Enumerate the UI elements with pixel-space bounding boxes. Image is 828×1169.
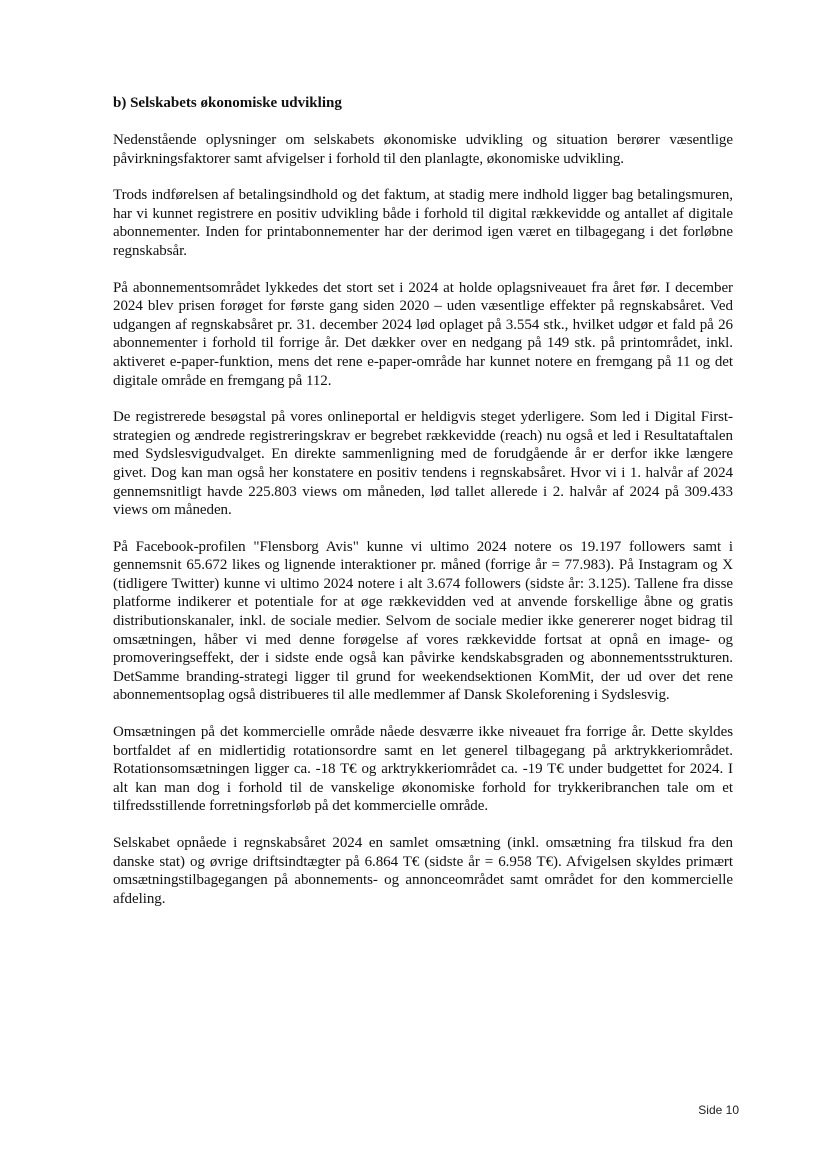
paragraph-online-portal: De registrerede besøgstal på vores onlineportal er heldigvis steget yderligere. Som led i Digital First-strategien og ændrede registreringskrav er begrebet rækkevidde (reach) nu også et led i Resultataftalen med Sydslesvigudvalget. En direkte sammenligning med de forudgående år er derfor ikke længere givet. Dog kan man også her konstatere en positiv tendens i regnskabsåret. Hvor vi i 1. halvår af 2024 gennemsnitligt havde 225.803 views om måneden, lød tallet allerede i 2. halvår af 2024 på 309.433 views om måneden. <box>113 409 733 519</box>
paragraph-intro: Nedenstående oplysninger om selskabets økonomiske udvikling og situation berører væsentlige påvirkningsfaktorer samt afvigelser i forhold til den planlagte, økonomiske udvikling. <box>113 132 733 167</box>
section-heading: b) Selskabets økonomiske udvikling <box>113 95 342 111</box>
paragraph-total-revenue: Selskabet opnåede i regnskabsåret 2024 en samlet omsætning (inkl. omsætning fra tilskud fra den danske stat) og øvrige driftsindtægter på 6.864 T€ (sidste år = 6.958 T€). Afvigelsen skyldes primært omsætningstilbagegangen på abonnements- og annonceområdet samt området for den kommercielle afdeling. <box>113 835 733 907</box>
page-number: Side 10 <box>698 1103 739 1117</box>
paragraph-social-media: På Facebook-profilen "Flensborg Avis" kunne vi ultimo 2024 notere os 19.197 followers samt i gennemsnit 65.672 likes og lignende interaktioner pr. måned (forrige år = 77.983). På Instagram og X (tidligere Twitter) kunne vi ultimo 2024 notere i alt 3.674 followers (sidste år: 3.125). Tallene fra disse platforme indikerer et potentiale for at øge rækkevidden ved at anvende forskellige åbne og gratis distributionskanaler, inkl. de sociale medier. Selvom de sociale medier ikke genererer noget bidrag til omsætningen, håber vi med denne forøgelse af vores rækkevidde fortsat at opnå en image- og promoveringseffekt, der i sidste ende også kan påvirke kendskabsgraden og abonnementsstrukturen. DetSamme branding-strategi ligger til grund for weekendsektionen KomMit, der ud over det rene abonnementsoplag også distribueres til alle medlemmer af Dansk Skoleforening i Sydslesvig. <box>113 538 733 704</box>
paragraph-commercial-revenue: Omsætningen på det kommercielle område nåede desværre ikke niveauet fra forrige år. Dette skyldes bortfaldet af en midlertidig rotationsordre samt en let generel tilbagegang på arktrykkeriområdet. Rotationsomsætningen ligger ca. -18 T€ og arktrykkeriområdet ca. -19 T€ under budgettet for 2024. I alt kan man dog i forhold til de vanskelige økonomiske forhold for trykkeribranchen tale om et tilfredsstillende forretningsforløb på det kommercielle område. <box>113 724 733 815</box>
paragraph-digital-development: Trods indførelsen af betalingsindhold og det faktum, at stadig mere indhold ligger bag betalingsmuren, har vi kunnet registrere en positiv udvikling både i forhold til digital rækkevidde og antallet af digitale abonnementer. Inden for printabonnementer har der derimod igen været en tilbagegang i det forløbne regnskabsår. <box>113 187 733 259</box>
document-page <box>113 94 733 926</box>
paragraph-subscriptions: På abonnementsområdet lykkedes det stort set i 2024 at holde oplagsniveauet fra året før. I december 2024 blev prisen forøget for første gang siden 2020 – uden væsentlige effekter på regnskabsåret. Ved udgangen af regnskabsåret pr. 31. december 2024 lød oplaget på 3.554 stk., hvilket udgør et fald på 26 abonnementer i forhold til forrige år. Det dækker over en nedgang på 149 stk. på printområdet, inkl. aktiveret e-paper-funktion, mens det rene e-paper-område har kunnet notere en fremgang på 11 og det digitale område en fremgang på 112. <box>113 279 733 389</box>
